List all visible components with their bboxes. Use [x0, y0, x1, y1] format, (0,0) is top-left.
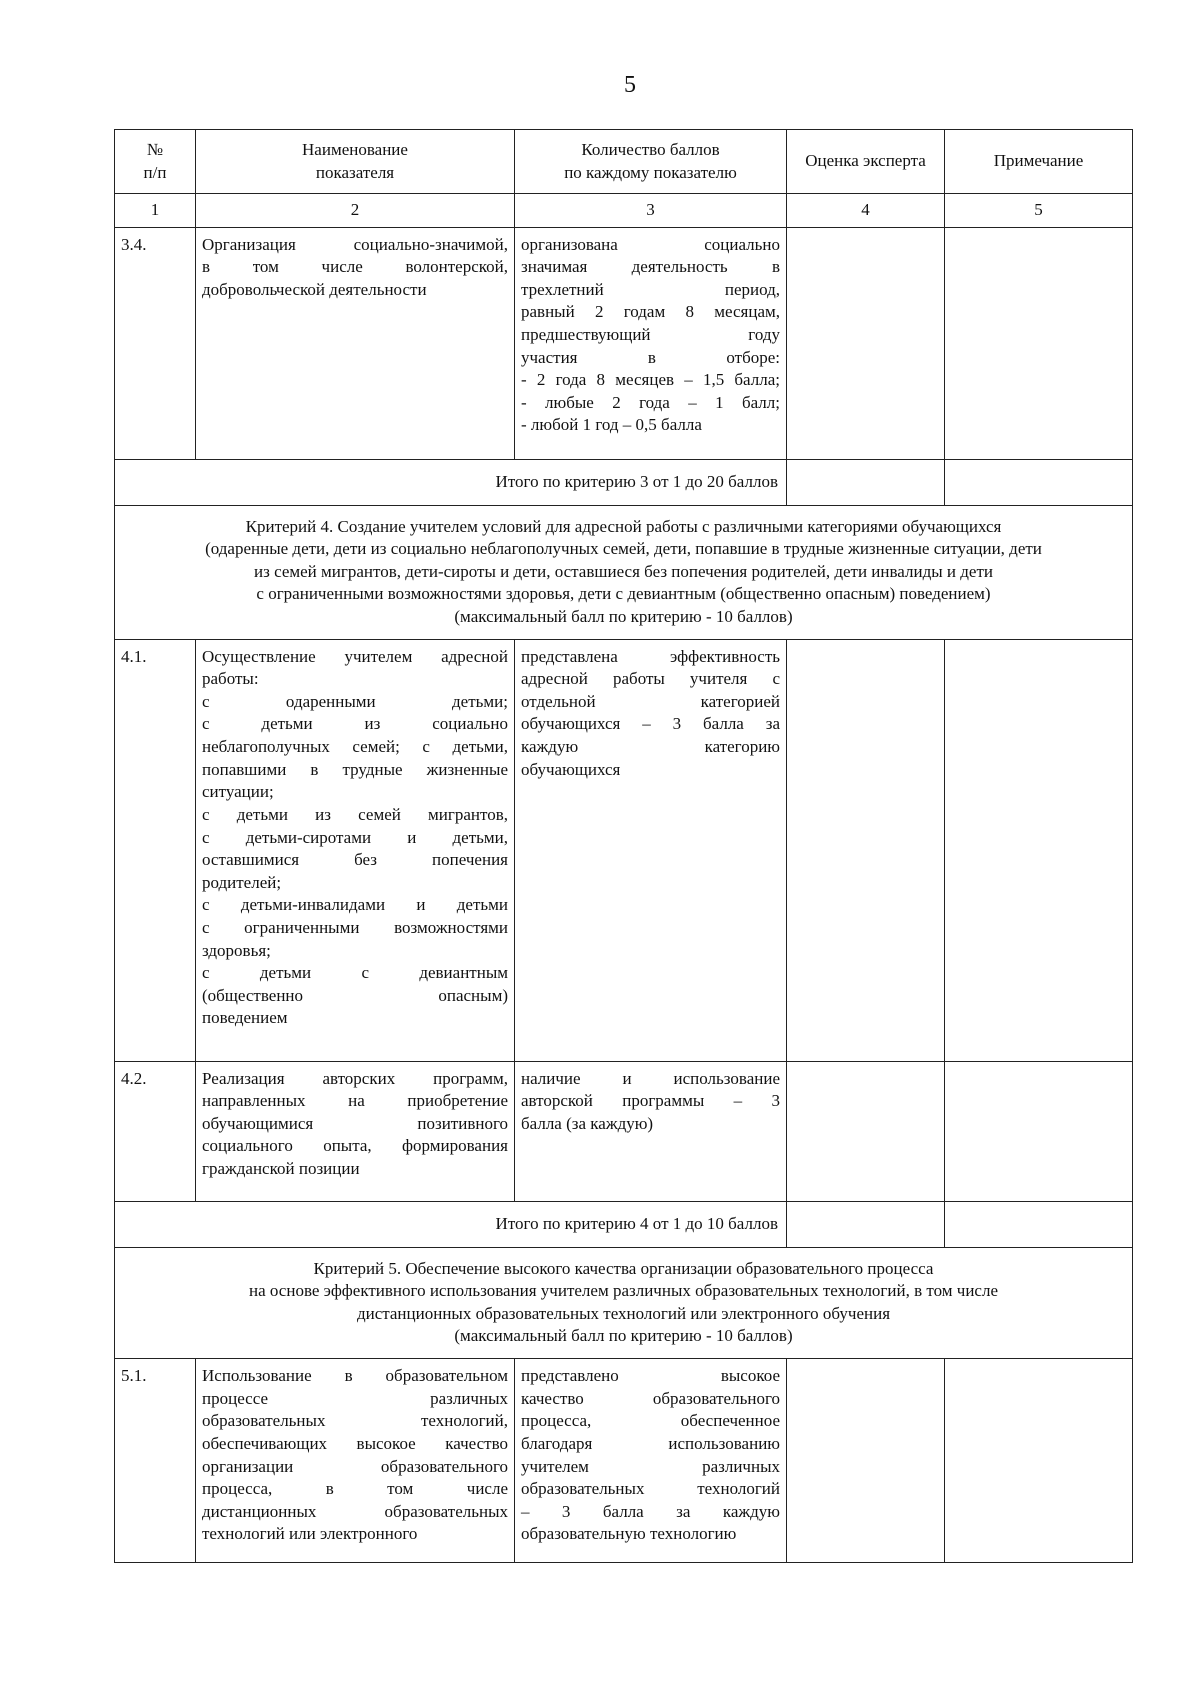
text-line: в том числе волонтерской,	[202, 257, 508, 277]
note-cell	[945, 639, 1133, 1061]
text-line: из семей мигрантов, дети-сироты и дети, оставшиеся без попечения родителей, дети инвалиды и дети	[254, 561, 993, 581]
text-line: организована социально	[521, 234, 780, 254]
column-number: 3	[515, 194, 787, 228]
text-line: отдельной категорией	[521, 691, 780, 711]
text-line: Количество баллов	[581, 139, 720, 159]
text-line: ситуации;	[202, 782, 274, 802]
text-line: (общественно опасным)	[202, 985, 508, 1005]
text-line: процесса, в том числе	[202, 1479, 508, 1499]
text-line: добровольческой деятельности	[202, 279, 427, 299]
text-line: равный 2 годам 8 месяцам,	[521, 302, 780, 322]
column-number: 5	[945, 194, 1133, 228]
text-line: с детьми-сиротами и детьми,	[202, 827, 508, 847]
note-cell	[945, 459, 1133, 505]
text-line: учителем различных	[521, 1456, 780, 1476]
text-line: участия в отборе:	[521, 347, 780, 367]
text-line: наличие и использование	[521, 1068, 780, 1088]
indicator-points	[515, 227, 787, 459]
text-line: по каждому показателю	[564, 162, 737, 182]
indicator-name	[196, 227, 515, 459]
text-line: с детьми-инвалидами и детьми	[202, 895, 508, 915]
indicator-name	[196, 1061, 515, 1201]
text-line: с детьми из семей мигрантов,	[202, 804, 508, 824]
text-line: процессе различных	[202, 1388, 508, 1408]
table-row	[115, 1359, 1133, 1563]
expert-score-cell	[787, 639, 945, 1061]
text-line: оставшимися без попечения	[202, 850, 508, 870]
indicator-name	[196, 639, 515, 1061]
column-number: 2	[196, 194, 515, 228]
text-line: каждую категорию	[521, 737, 780, 757]
text-line: обеспечивающих высокое качество	[202, 1433, 508, 1453]
expert-score-cell	[787, 227, 945, 459]
text-line: образовательную технологию	[521, 1524, 737, 1544]
note-cell	[945, 1359, 1133, 1563]
indicator-points	[515, 1359, 787, 1563]
text-line: №	[146, 139, 164, 159]
expert-score-cell	[787, 459, 945, 505]
text-line: попавшими в трудные жизненные	[202, 759, 508, 779]
text-line: организации образовательного	[202, 1456, 508, 1476]
text-line: Критерий 4. Создание учителем условий для адресной работы с различными категориями обучающихся	[245, 516, 1002, 536]
text-line: обучающихся	[521, 759, 621, 779]
column-number: 1	[115, 194, 196, 228]
text-line: неблагополучных семей; с детьми,	[202, 737, 508, 757]
text-line: обучающихся – 3 балла за	[521, 714, 780, 734]
text-line: трехлетний период,	[521, 279, 780, 299]
indicator-points	[515, 639, 787, 1061]
note-cell	[945, 1061, 1133, 1201]
text-line: Критерий 5. Обеспечение высокого качества организации образовательного процесса	[313, 1258, 934, 1278]
text-line: образовательных технологий	[521, 1479, 780, 1499]
column-number: 4	[787, 194, 945, 228]
note-cell	[945, 1201, 1133, 1247]
text-line: на основе эффективного использования учителем различных образовательных технологий, в том числе	[248, 1281, 998, 1301]
text-line: - 2 года 8 месяцев – 1,5 балла;	[521, 370, 780, 390]
text-line: Осуществление учителем адресной	[202, 646, 508, 666]
text-line: Реализация авторских программ,	[202, 1068, 508, 1088]
page-number: 5	[624, 72, 636, 98]
total-row	[115, 1201, 1133, 1247]
indicator-name	[196, 1359, 515, 1563]
text-line: значимая деятельность в	[521, 257, 780, 277]
total-criterion-4: Итого по критерию 4 от 1 до 10 баллов	[115, 1201, 787, 1247]
text-line: с одаренными детьми;	[202, 691, 508, 711]
text-line: технологий или электронного	[202, 1524, 418, 1544]
text-line: гражданской позиции	[202, 1159, 360, 1179]
text-line: балла (за каждую)	[521, 1113, 654, 1133]
header-expert-score: Оценка эксперта	[787, 130, 945, 194]
table-header-row	[115, 130, 1133, 194]
text-line: социального опыта, формирования	[202, 1136, 508, 1156]
header-note: Примечание	[945, 130, 1133, 194]
text-line: показателя	[315, 162, 395, 182]
text-line: с детьми из социально	[202, 714, 508, 734]
text-line: авторской программы – 3	[521, 1091, 780, 1111]
expert-score-cell	[787, 1359, 945, 1563]
text-line: предшествующий году	[521, 325, 780, 345]
text-line: с ограниченными возможностями здоровья, дети с девиантным (общественно опасным) поведением)	[256, 584, 991, 604]
text-line: – 3 балла за каждую	[521, 1501, 780, 1521]
text-line: (максимальный балл по критерию - 10 баллов)	[454, 1326, 793, 1346]
expert-score-cell	[787, 1061, 945, 1201]
text-line: с ограниченными возможностями	[202, 917, 508, 937]
text-line: благодаря использованию	[521, 1433, 780, 1453]
text-line: дистанционных образовательных	[202, 1501, 508, 1521]
text-line: Организация социально-значимой,	[202, 234, 508, 254]
row-number: 3.4.	[115, 227, 196, 459]
criterion-4-title	[115, 505, 1133, 639]
text-line: здоровья;	[202, 940, 271, 960]
criterion-5-title	[115, 1247, 1133, 1358]
row-number: 4.1.	[115, 639, 196, 1061]
text-line: работы:	[202, 669, 259, 689]
text-line: с детьми с девиантным	[202, 963, 508, 983]
text-line: Использование в образовательном	[202, 1366, 508, 1386]
text-line: Наименование	[302, 139, 408, 159]
total-row	[115, 459, 1133, 505]
text-line: (одаренные дети, дети из социально неблагополучных семей, дети, попавшие в трудные жизненные ситуации, дети	[205, 539, 1042, 559]
column-numbers-row	[115, 194, 1133, 228]
text-line: направленных на приобретение	[202, 1091, 508, 1111]
table-row	[115, 227, 1133, 459]
header-number	[115, 130, 196, 194]
text-line: качество образовательного	[521, 1388, 780, 1408]
text-line: п/п	[143, 162, 167, 182]
header-indicator-name	[196, 130, 515, 194]
text-line: дистанционных образовательных технологий или электронного обучения	[356, 1303, 891, 1323]
text-line: - любые 2 года – 1 балл;	[521, 392, 780, 412]
header-points	[515, 130, 787, 194]
note-cell	[945, 227, 1133, 459]
text-line: образовательных технологий,	[202, 1411, 508, 1431]
text-line: представлена эффективность	[521, 646, 780, 666]
text-line: (максимальный балл по критерию - 10 баллов)	[454, 607, 793, 627]
row-number: 4.2.	[115, 1061, 196, 1201]
expert-score-cell	[787, 1201, 945, 1247]
total-criterion-3: Итого по критерию 3 от 1 до 20 баллов	[115, 459, 787, 505]
text-line: обучающимися позитивного	[202, 1113, 508, 1133]
text-line: поведением	[202, 1008, 288, 1028]
text-line: процесса, обеспеченное	[521, 1411, 780, 1431]
text-line: - любой 1 год – 0,5 балла	[521, 415, 702, 435]
text-line: родителей;	[202, 872, 282, 892]
indicator-points	[515, 1061, 787, 1201]
criteria-table	[114, 129, 1133, 1563]
criterion-row	[115, 1247, 1133, 1358]
criterion-row	[115, 505, 1133, 639]
table-row	[115, 1061, 1133, 1201]
row-number: 5.1.	[115, 1359, 196, 1563]
table-row	[115, 639, 1133, 1061]
text-line: адресной работы учителя с	[521, 669, 780, 689]
text-line: представлено высокое	[521, 1366, 780, 1386]
